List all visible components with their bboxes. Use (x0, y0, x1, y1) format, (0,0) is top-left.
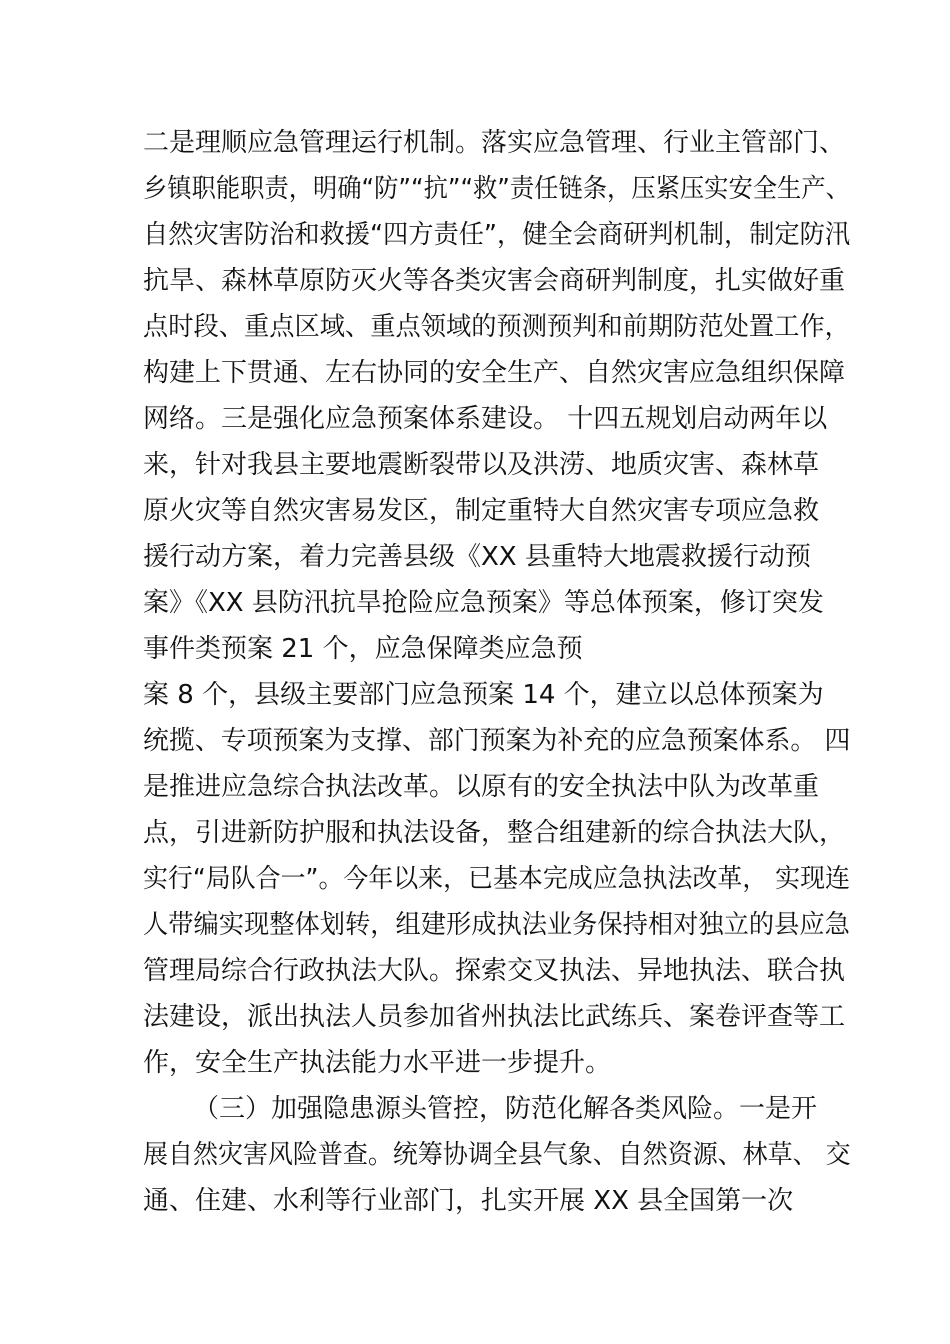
text-line: 实行“局队合一”。今年以来，已基本完成应急执法改革， 实现连 (143, 864, 850, 894)
text-line: 事件类预案 21 个，应急保障类应急预 (143, 634, 583, 664)
text-line: 案》《XX 县防汛抗旱抢险应急预案》等总体预案，修订突发 (143, 588, 824, 618)
text-line: 作，安全生产执法能力水平进一步提升。 (143, 1048, 612, 1078)
text-line: 点，引进新防护服和执法设备，整合组建新的综合执法大队， (143, 818, 846, 848)
text-line: 原火灾等自然灾害易发区，制定重特大自然灾害专项应急救 (143, 496, 820, 526)
text-line: 二是理顺应急管理运行机制。落实应急管理、行业主管部门、 (143, 128, 846, 158)
text-line: 展自然灾害风险普查。统筹协调全县气象、自然资源、林草、 交 (143, 1140, 851, 1170)
text-line: 构建上下贯通、左右协同的安全生产、自然灾害应急组织保障 (143, 358, 846, 388)
text-line: 法建设，派出执法人员参加省州执法比武练兵、案卷评查等工 (143, 1002, 846, 1032)
text-line: 通、住建、水利等行业部门，扎实开展 XX 县全国第一次 (143, 1186, 794, 1216)
section-heading-line: （三）加强隐患源头管控，防范化解各类风险。一是开 (193, 1094, 818, 1124)
text-line: 人带编实现整体划转，组建形成执法业务保持相对独立的县应急 (143, 910, 850, 940)
text-line: 统揽、专项预案为支撑、部门预案为补充的应急预案体系。 四 (143, 726, 851, 756)
text-line: 乡镇职能职责，明确“防”“抗”“救”责任链条，压紧压实安全生产、 (143, 174, 850, 204)
text-line: 管理局综合行政执法大队。探索交叉执法、异地执法、联合执 (143, 956, 846, 986)
text-line: 来，针对我县主要地震断裂带以及洪涝、地质灾害、森林草 (143, 450, 820, 480)
text-line: 是推进应急综合执法改革。以原有的安全执法中队为改革重 (143, 772, 820, 802)
text-line: 点时段、重点区域、重点领域的预测预判和前期防范处置工作， (143, 312, 850, 342)
text-line: 自然灾害防治和救援“四方责任”，健全会商研判机制，制定防汛 (143, 220, 851, 250)
text-line: 案 8 个，县级主要部门应急预案 14 个，建立以总体预案为 (143, 680, 824, 710)
text-line: 援行动方案，着力完善县级《XX 县重特大地震救援行动预 (143, 542, 811, 572)
text-line: 抗旱、森林草原防灭火等各类灾害会商研判制度，扎实做好重 (143, 266, 846, 296)
text-line: 网络。三是强化应急预案体系建设。 十四五规划启动两年以 (143, 404, 828, 434)
